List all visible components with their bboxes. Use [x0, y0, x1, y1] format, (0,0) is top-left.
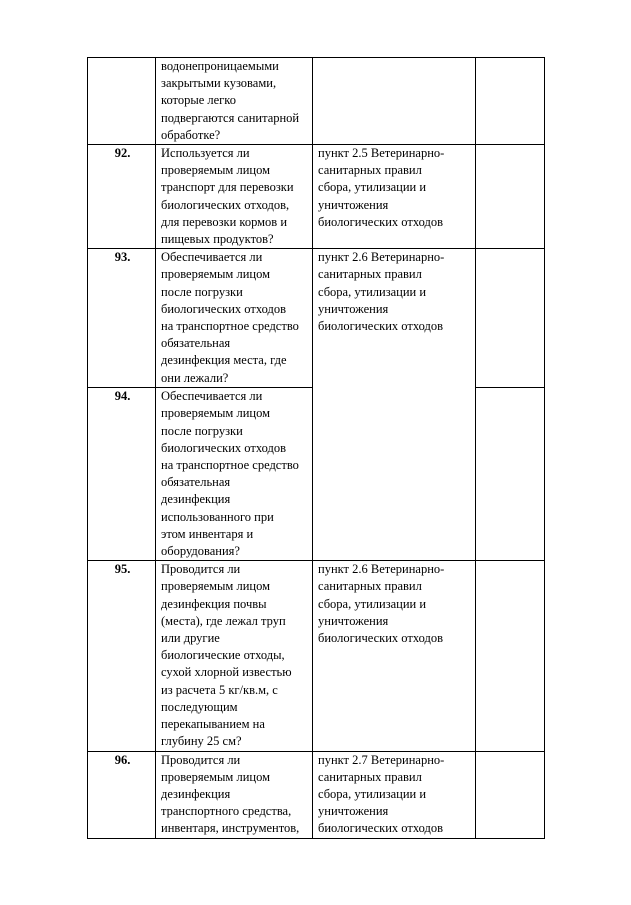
table-row [88, 561, 545, 751]
answer-cell [476, 388, 545, 561]
question-text: Проводится ли проверяемым лицом дезинфекция почвы (места), где лежал труп или другие биологические отходы, сухой хлорной известью из расчета 5 кг/кв.м, с последующим перекапыванием на глубину 25 см? [161, 562, 292, 749]
row-number-cell [88, 58, 156, 145]
row-number-cell [88, 145, 156, 249]
reference-cell [313, 249, 476, 561]
question-cell [156, 58, 313, 145]
reference-text: пункт 2.6 Ветеринарно- санитарных правил сбора, утилизации и уничтожения биологических отходов [318, 250, 445, 334]
table-row [88, 145, 545, 249]
answer-cell [476, 145, 545, 249]
row-number: 94. [114, 389, 131, 404]
reference-text: пункт 2.6 Ветеринарно- санитарных правил сбора, утилизации и уничтожения биологических отходов [318, 562, 445, 646]
row-number: 95. [114, 562, 131, 577]
row-number-cell [88, 561, 156, 751]
table-row [88, 58, 545, 145]
question-cell [156, 561, 313, 751]
answer-cell [476, 249, 545, 388]
question-text: Обеспечивается ли проверяемым лицом после погрузки биологических отходов на транспортное средство обязательная дезинфекция использованного при этом инвентаря и оборудования? [161, 389, 299, 559]
reference-text: пункт 2.7 Ветеринарно- санитарных правил сбора, утилизации и уничтожения биологических отходов [318, 752, 445, 836]
reference-cell [313, 561, 476, 751]
table-row [88, 249, 545, 388]
row-number-cell [88, 388, 156, 561]
question-text: Используется ли проверяемым лицом транспорт для перевозки биологических отходов, для перевозки кормов и пищевых продуктов? [161, 146, 294, 247]
checklist-table [87, 57, 545, 839]
question-cell [156, 751, 313, 838]
row-number-cell [88, 751, 156, 838]
question-cell [156, 145, 313, 249]
row-number: 92. [114, 146, 131, 161]
row-number: 93. [114, 250, 131, 265]
question-cell [156, 249, 313, 388]
question-cell [156, 388, 313, 561]
question-text: водонепроницаемыми закрытыми кузовами, которые легко подвергаются санитарной обработке? [161, 59, 300, 142]
answer-cell [476, 58, 545, 145]
answer-cell [476, 751, 545, 838]
question-text: Проводится ли проверяемым лицом дезинфекция транспортного средства, инвентаря, инструментов, [161, 752, 300, 836]
answer-cell [476, 561, 545, 751]
reference-cell [313, 145, 476, 249]
row-number-cell [88, 249, 156, 388]
table-row [88, 751, 545, 838]
question-text: Обеспечивается ли проверяемым лицом после погрузки биологических отходов на транспортное средство обязательная дезинфекция места, где они лежали? [161, 250, 299, 385]
row-number: 96. [114, 752, 131, 767]
reference-text: пункт 2.5 Ветеринарно- санитарных правил сбора, утилизации и уничтожения биологических отходов [318, 146, 445, 229]
reference-cell [313, 58, 476, 145]
reference-cell [313, 751, 476, 838]
